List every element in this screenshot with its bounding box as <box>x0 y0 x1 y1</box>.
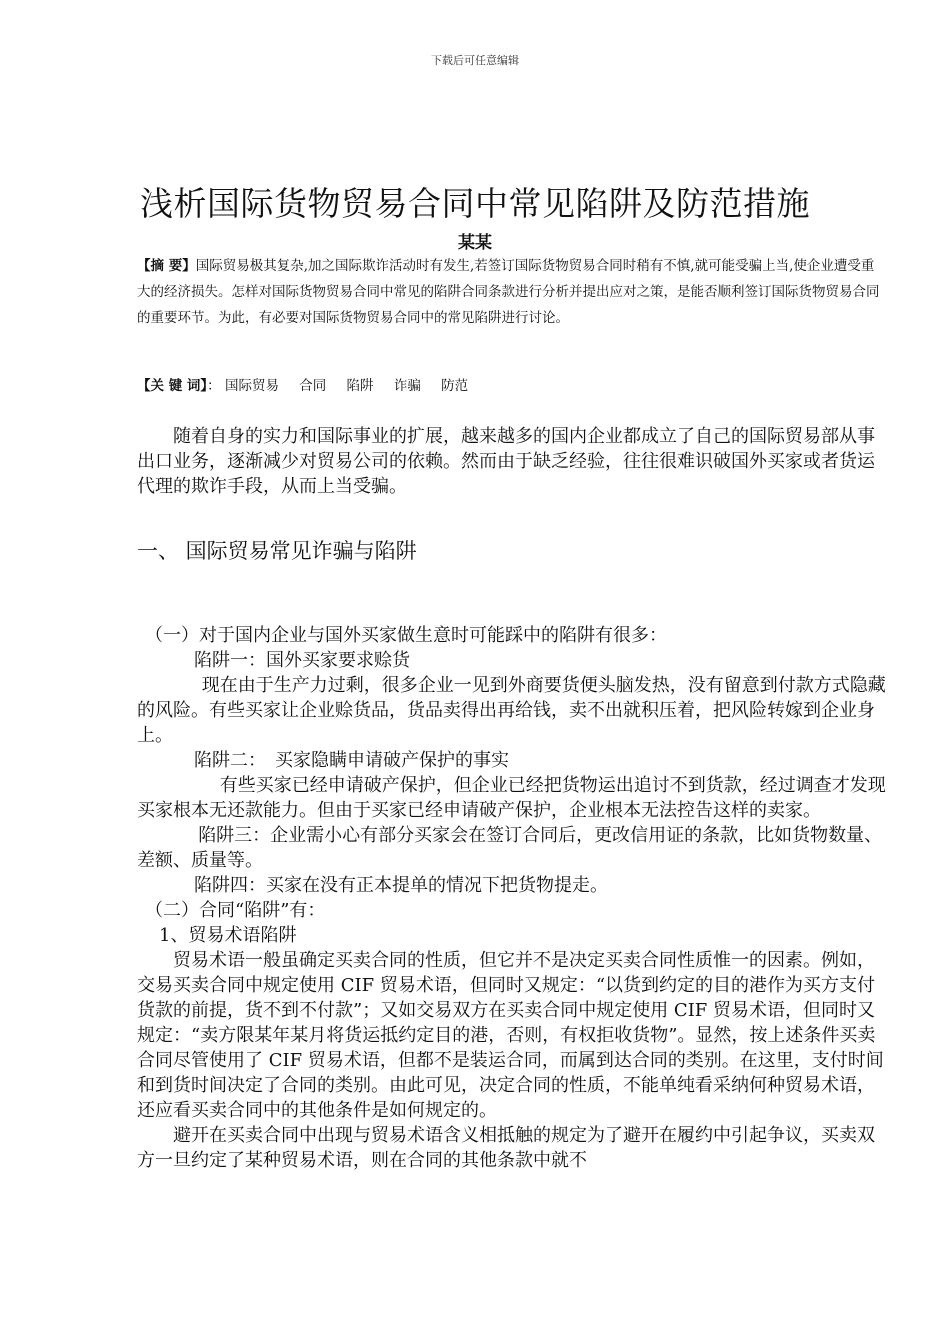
section-heading: 一、 国际贸易常见诈骗与陷阱 <box>137 539 417 563</box>
keyword-item: 国际贸易 <box>224 378 279 394</box>
subsection-heading: （二）合同“陷阱”有： <box>145 900 326 921</box>
subsection-heading: （一）对于国内企业与国外买家做生意时可能踩中的陷阱有很多： <box>145 625 667 646</box>
keyword-item: 陷阱 <box>346 378 374 394</box>
keyword-item: 诈骗 <box>393 378 421 394</box>
keywords-label: 【关 键 词】 <box>137 378 208 394</box>
keyword-item: 合同 <box>299 378 327 394</box>
trap-title: 陷阱四：买家在没有正本提单的情况下把货物提走。 <box>194 875 608 896</box>
keywords <box>137 374 885 394</box>
author-name: 某某 <box>458 233 492 253</box>
header-note: 下载后可任意编辑 <box>431 54 519 67</box>
trap-paragraph: 有些买家已经申请破产保护，但企业已经把货物运出追讨不到货款，经过调查才发现买家根本无还款能力。但由于买家已经申请破产保护，企业根本无法控告这样的卖家。 <box>137 775 886 821</box>
trap-title: 陷阱一：国外买家要求赊货 <box>194 650 410 671</box>
document-title: 浅析国际货物贸易合同中常见陷阱及防范措施 <box>140 184 810 223</box>
item-paragraph: 贸易术语一般虽确定买卖合同的性质，但它并不是决定买卖合同性质惟一的因素。例如，交易买卖合同中规定使用 CIF 贸易术语，但同时又规定：“以货到约定的目的港作为买方支付货款的前提，货不到不付款”；又如交易双方在买卖合同中规定使用 CIF 贸易术语，但同时又规定：“卖方限某年某月将货运抵约定目的港，否则，有权拒收货物”。显然，按上述条件买卖合同尽管使用了 CIF 贸易术语，但都不是装运合同，而属到达合同的类别。在这里，支付时间和到货时间决定了合同的类别。由此可见，决定合同的性质，不能单纯看采纳何种贸易术语，还应看买卖合同中的其他条件是如何规定的。 <box>137 950 884 1121</box>
section-body <box>137 623 889 1173</box>
keywords-separator: ： <box>207 378 221 394</box>
trap-paragraph: 陷阱三：企业需小心有部分买家会在签订合同后，更改信用证的条款，比如货物数量、差额、质量等。 <box>137 825 883 871</box>
abstract-text: 国际贸易极其复杂,加之国际欺诈活动时有发生,若签订国际货物贸易合同时稍有不慎,就可能受骗上当,使企业遭受重大的经济损失。怎样对国际货物贸易合同中常见的陷阱合同条款进行分析并提出应对之策，是能否顺利签订国际货物贸易合同的重要环节。为此，有必要对国际货物贸易合同中的常见陷阱进行讨论。 <box>137 258 880 326</box>
item-title: 1、贸易术语陷阱 <box>159 925 297 946</box>
trap-title: 陷阱二： 买家隐瞒申请破产保护的事实 <box>194 750 509 771</box>
intro-paragraph: 随着自身的实力和国际事业的扩展，越来越多的国内企业都成立了自己的国际贸易部从事出口业务，逐渐减少对贸易公司的依赖。然而由于缺乏经验，往往很难识破国外买家或者货运代理的欺诈手段，从而上当受骗。 <box>137 426 875 497</box>
item-paragraph: 避开在买卖合同中出现与贸易术语含义相抵触的规定为了避开在履约中引起争议，买卖双方一旦约定了某种贸易术语，则在合同的其他条款中就不 <box>137 1125 875 1171</box>
keyword-item: 防范 <box>441 378 469 394</box>
abstract <box>137 253 885 331</box>
abstract-label: 【摘 要】 <box>137 258 196 274</box>
trap-paragraph: 现在由于生产力过剩，很多企业一见到外商要货便头脑发热，没有留意到付款方式隐藏的风险。有些买家让企业赊货品，货品卖得出再给钱，卖不出就积压着，把风险转嫁到企业身上。 <box>137 675 886 746</box>
